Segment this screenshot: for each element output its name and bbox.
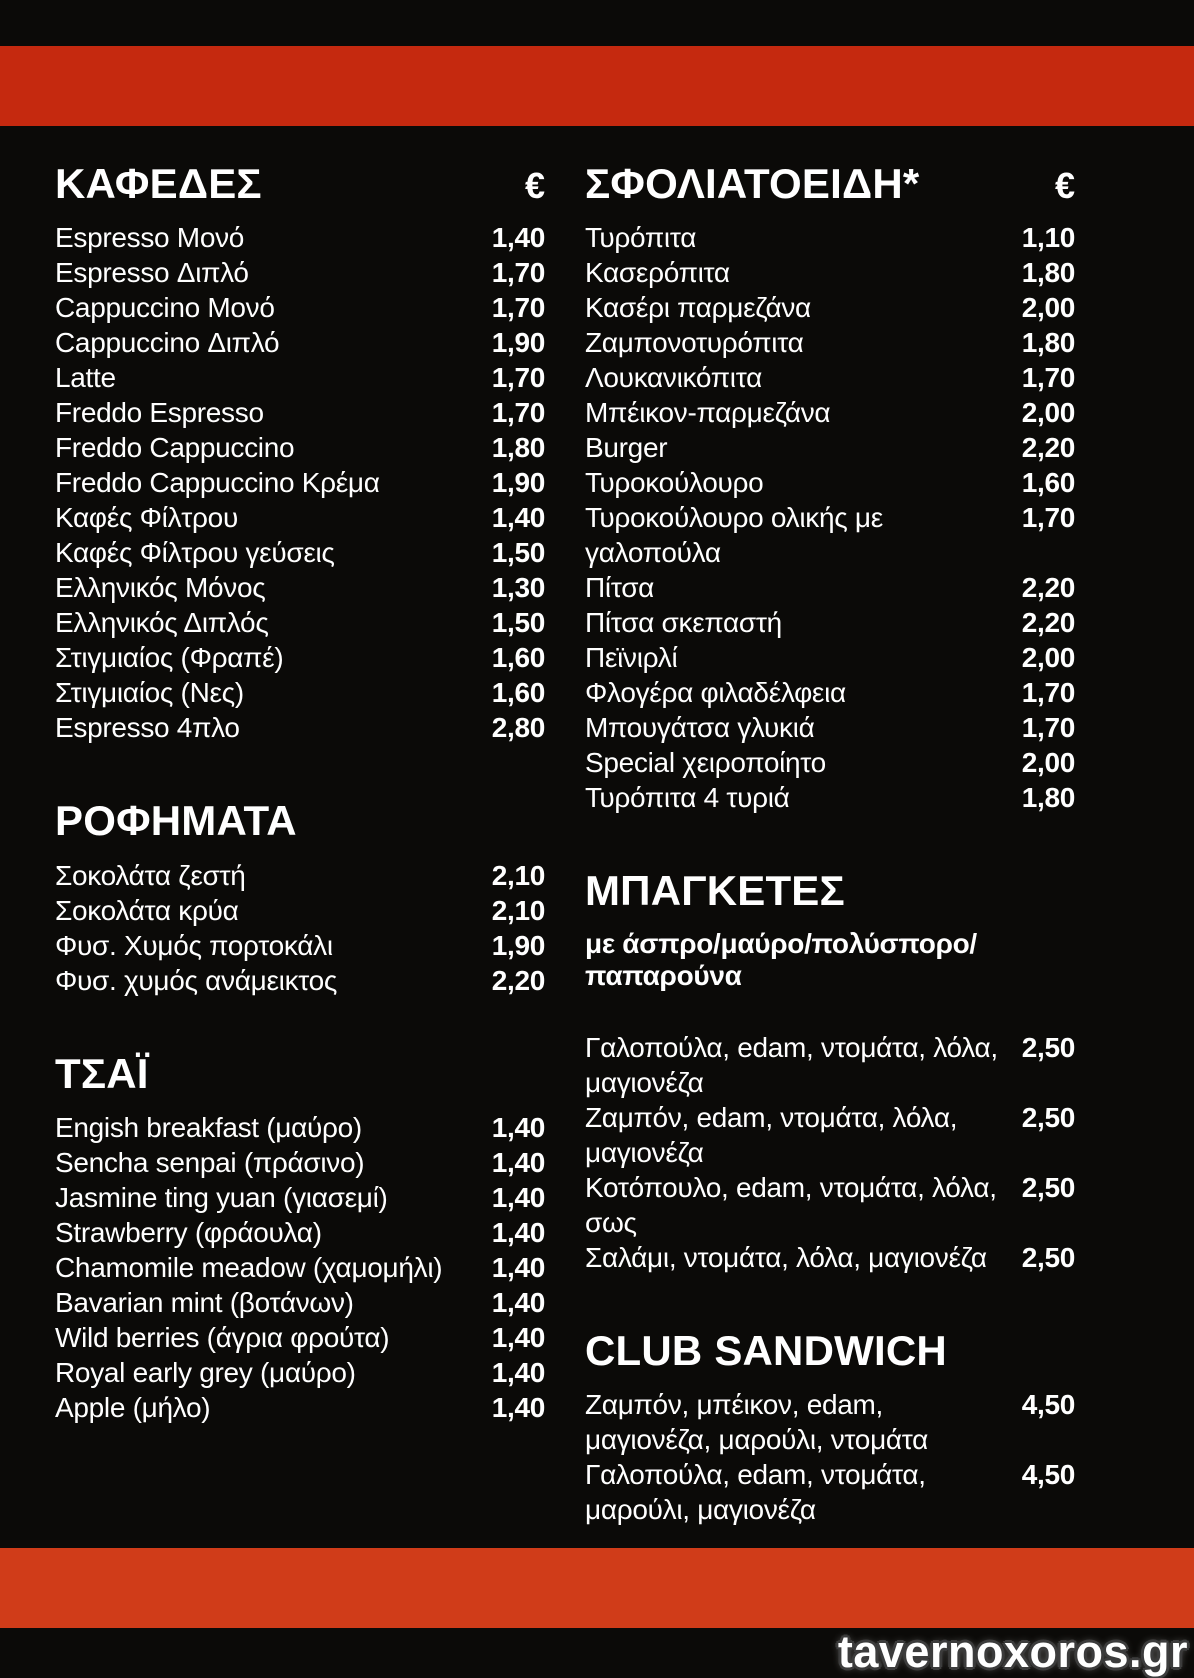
item-name: Σοκολάτα ζεστή	[55, 859, 246, 891]
item-price: 1,70	[1021, 712, 1075, 744]
item-name: Κοτόπουλο, edam, ντομάτα, λόλα, σως	[585, 1171, 997, 1238]
item-price: 1,90	[491, 467, 545, 499]
menu-item	[55, 1285, 545, 1320]
menu-item	[55, 893, 545, 928]
currency-symbol: €	[1054, 165, 1075, 206]
menu-item	[55, 1320, 545, 1355]
section-header	[585, 1327, 1075, 1375]
item-price: 1,10	[1021, 222, 1075, 254]
menu-item	[585, 640, 1075, 675]
item-price: 1,90	[491, 929, 545, 961]
menu-item	[55, 1145, 545, 1180]
item-price: 2,20	[491, 964, 545, 996]
item-name: Ζαμπόν, edam, ντομάτα, λόλα, μαγιονέζα	[585, 1101, 958, 1168]
item-name: Ελληνικός Μόνος	[55, 572, 266, 604]
item-price: 1,70	[491, 257, 545, 289]
item-name: Freddo Cappuccino	[55, 432, 295, 464]
item-name: Espresso Διπλό	[55, 257, 249, 289]
item-price: 1,30	[491, 572, 545, 604]
currency-symbol: €	[524, 165, 545, 206]
item-name: Ζαμπονοτυρόπιτα	[585, 327, 804, 359]
item-price: 2,50	[1021, 1101, 1075, 1133]
menu-item	[55, 570, 545, 605]
item-price: 1,70	[1021, 677, 1075, 709]
menu-item	[585, 675, 1075, 710]
menu-item	[55, 1110, 545, 1145]
item-name: Freddo Espresso	[55, 397, 264, 429]
menu-item	[585, 1387, 1075, 1457]
item-price: 2,00	[1021, 397, 1075, 429]
item-name: Apple (μήλο)	[55, 1391, 211, 1423]
item-name: Καφές Φίλτρου γεύσεις	[55, 537, 335, 569]
item-price: 1,40	[491, 222, 545, 254]
section-header	[55, 160, 545, 208]
item-list	[585, 1030, 1075, 1275]
item-price: 1,70	[491, 362, 545, 394]
item-name: Engish breakfast (μαύρο)	[55, 1111, 362, 1143]
menu-column-right	[585, 160, 1075, 1527]
menu-section	[585, 160, 1075, 815]
item-name: Jasmine ting yuan (γιασεμί)	[55, 1181, 388, 1213]
item-list	[585, 1387, 1075, 1527]
item-price: 1,60	[1021, 467, 1075, 499]
menu-section	[55, 1050, 545, 1425]
item-list	[55, 220, 545, 745]
menu-item	[55, 858, 545, 893]
menu-item	[55, 500, 545, 535]
menu-item	[585, 1240, 1075, 1275]
menu-item	[55, 640, 545, 675]
item-name: Πίτσα	[585, 572, 655, 604]
menu-item	[55, 1355, 545, 1390]
item-name: Special χειροποίητο	[585, 747, 826, 779]
menu-item	[55, 1390, 545, 1425]
top-red-band	[0, 46, 1194, 126]
item-price: 2,50	[1021, 1171, 1075, 1203]
menu-item	[55, 1250, 545, 1285]
menu-item	[55, 395, 545, 430]
menu-item	[585, 500, 1075, 570]
item-name: Φυσ. Χυμός πορτοκάλι	[55, 929, 333, 961]
item-price: 2,20	[1021, 432, 1075, 464]
section-title: ΡΟΦΗΜΑΤΑ	[55, 797, 297, 845]
menu-item	[585, 1457, 1075, 1527]
menu-item	[585, 360, 1075, 395]
item-name: Espresso 4πλο	[55, 712, 240, 744]
menu-item	[55, 605, 545, 640]
item-list	[55, 858, 545, 998]
item-name: Στιγμιαίος (Νες)	[55, 677, 244, 709]
item-name: Κασερόπιτα	[585, 257, 730, 289]
item-price: 1,80	[1021, 782, 1075, 814]
item-name: Τυρόπιτα 4 τυριά	[585, 782, 790, 814]
menu-content	[55, 160, 1075, 1527]
item-name: Cappuccino Διπλό	[55, 327, 280, 359]
item-price: 1,90	[491, 327, 545, 359]
item-price: 1,60	[491, 642, 545, 674]
menu-item	[585, 395, 1075, 430]
section-title: CLUB SANDWICH	[585, 1326, 947, 1374]
menu-item	[585, 1170, 1075, 1240]
item-price: 4,50	[1021, 1458, 1075, 1490]
section-header	[585, 867, 1075, 915]
item-price: 2,00	[1021, 292, 1075, 324]
section-title: ΤΣΑΪ	[55, 1049, 149, 1097]
item-name: Σοκολάτα κρύα	[55, 894, 239, 926]
item-name: Φλογέρα φιλαδέλφεια	[585, 677, 846, 709]
menu-section	[585, 867, 1075, 1274]
menu-section	[55, 797, 545, 997]
section-subtitle: με άσπρο/μαύρο/πολύσπορο/παπαρούνα	[585, 927, 977, 991]
menu-item	[55, 360, 545, 395]
menu-item	[585, 1100, 1075, 1170]
item-name: Μπέικον-παρμεζάνα	[585, 397, 831, 429]
menu-item	[55, 963, 545, 998]
menu-item	[55, 255, 545, 290]
menu-item	[585, 430, 1075, 465]
menu-item	[55, 325, 545, 360]
item-price: 1,80	[1021, 327, 1075, 359]
menu-item	[55, 675, 545, 710]
menu-section	[55, 160, 545, 745]
section-title: ΣΦΟΛΙΑΤΟΕΙΔΗ*	[585, 160, 920, 207]
menu-item	[55, 1215, 545, 1250]
item-name: Cappuccino Μονό	[55, 292, 275, 324]
watermark-site-url: tavernoxoros.gr	[837, 1626, 1188, 1677]
menu-item	[55, 465, 545, 500]
section-title: ΜΠΑΓΚΕΤΕΣ	[585, 867, 845, 915]
item-price: 1,70	[1021, 502, 1075, 534]
item-price: 1,40	[491, 1111, 545, 1143]
item-price: 1,40	[491, 1356, 545, 1388]
section-header	[585, 160, 1075, 208]
item-price: 1,70	[491, 397, 545, 429]
item-list	[585, 220, 1075, 815]
item-name: Espresso Μονό	[55, 222, 245, 254]
item-price: 2,00	[1021, 747, 1075, 779]
item-name: Chamomile meadow (χαμομήλι)	[55, 1251, 443, 1283]
item-price: 1,80	[491, 432, 545, 464]
item-price: 4,50	[1021, 1388, 1075, 1420]
menu-item	[585, 710, 1075, 745]
item-name: Latte	[55, 362, 116, 394]
menu-item	[55, 220, 545, 255]
item-name: Σαλάμι, ντομάτα, λόλα, μαγιονέζα	[585, 1241, 987, 1273]
item-price: 1,40	[491, 1321, 545, 1353]
item-price: 1,40	[491, 1286, 545, 1318]
menu-item	[55, 710, 545, 745]
menu-section	[585, 1327, 1075, 1527]
item-price: 2,20	[1021, 572, 1075, 604]
item-name: Κασέρι παρμεζάνα	[585, 292, 811, 324]
item-price: 2,50	[1021, 1241, 1075, 1273]
menu-item	[55, 535, 545, 570]
section-header	[55, 1050, 545, 1098]
menu-item	[585, 570, 1075, 605]
item-price: 1,40	[491, 1181, 545, 1213]
item-price: 2,00	[1021, 642, 1075, 674]
item-name: Πεϊνιρλί	[585, 642, 678, 674]
menu-item	[585, 465, 1075, 500]
menu-item	[55, 1180, 545, 1215]
item-name: Strawberry (φράουλα)	[55, 1216, 322, 1248]
item-name: Burger	[585, 432, 668, 464]
item-name: Στιγμιαίος (Φραπέ)	[55, 642, 284, 674]
item-price: 1,40	[491, 502, 545, 534]
item-name: Sencha senpai (πράσινο)	[55, 1146, 365, 1178]
item-price: 1,70	[1021, 362, 1075, 394]
item-price: 2,10	[491, 894, 545, 926]
item-price: 1,70	[491, 292, 545, 324]
menu-item	[55, 290, 545, 325]
item-price: 2,10	[491, 859, 545, 891]
item-name: Ελληνικός Διπλός	[55, 607, 269, 639]
item-name: Λουκανικόπιτα	[585, 362, 762, 394]
item-name: Πίτσα σκεπαστή	[585, 607, 782, 639]
item-name: Γαλοπούλα, edam, ντομάτα, λόλα, μαγιονέζα	[585, 1031, 998, 1098]
item-name: Bavarian mint (βοτάνων)	[55, 1286, 354, 1318]
menu-item	[585, 325, 1075, 360]
item-price: 1,50	[491, 537, 545, 569]
item-price: 1,80	[1021, 257, 1075, 289]
item-name: Wild berries (άγρια φρούτα)	[55, 1321, 390, 1353]
item-name: Ζαμπόν, μπέικον, edam, μαγιονέζα, μαρούλι, ντομάτα	[585, 1388, 929, 1455]
item-name: Τυροκούλουρο	[585, 467, 764, 499]
section-header	[55, 797, 545, 845]
item-price: 1,40	[491, 1216, 545, 1248]
item-price: 1,60	[491, 677, 545, 709]
item-name: Royal early grey (μαύρο)	[55, 1356, 356, 1388]
menu-item	[55, 928, 545, 963]
item-price: 2,80	[491, 712, 545, 744]
menu-column-left	[55, 160, 545, 1527]
menu-item	[585, 255, 1075, 290]
bottom-red-band	[0, 1548, 1194, 1628]
section-title: ΚΑΦΕΔΕΣ	[55, 160, 262, 207]
item-price: 1,40	[491, 1251, 545, 1283]
item-name: Φυσ. χυμός ανάμεικτος	[55, 964, 338, 996]
menu-item	[585, 780, 1075, 815]
menu-item	[585, 745, 1075, 780]
menu-item	[585, 220, 1075, 255]
menu-item	[585, 1030, 1075, 1100]
item-list	[55, 1110, 545, 1425]
item-price: 2,20	[1021, 607, 1075, 639]
item-name: Μπουγάτσα γλυκιά	[585, 712, 815, 744]
menu-item	[585, 290, 1075, 325]
item-price: 1,50	[491, 607, 545, 639]
item-name: Freddo Cappuccino Κρέμα	[55, 467, 380, 499]
menu-item	[585, 605, 1075, 640]
item-name: Γαλοπούλα, edam, ντομάτα, μαρούλι, μαγιονέζα	[585, 1458, 926, 1525]
menu-item	[55, 430, 545, 465]
item-name: Τυροκούλουρο ολικής με γαλοπούλα	[585, 502, 883, 569]
item-price: 1,40	[491, 1391, 545, 1423]
item-price: 1,40	[491, 1146, 545, 1178]
item-price: 2,50	[1021, 1031, 1075, 1063]
item-name: Τυρόπιτα	[585, 222, 697, 254]
item-name: Καφές Φίλτρου	[55, 502, 238, 534]
